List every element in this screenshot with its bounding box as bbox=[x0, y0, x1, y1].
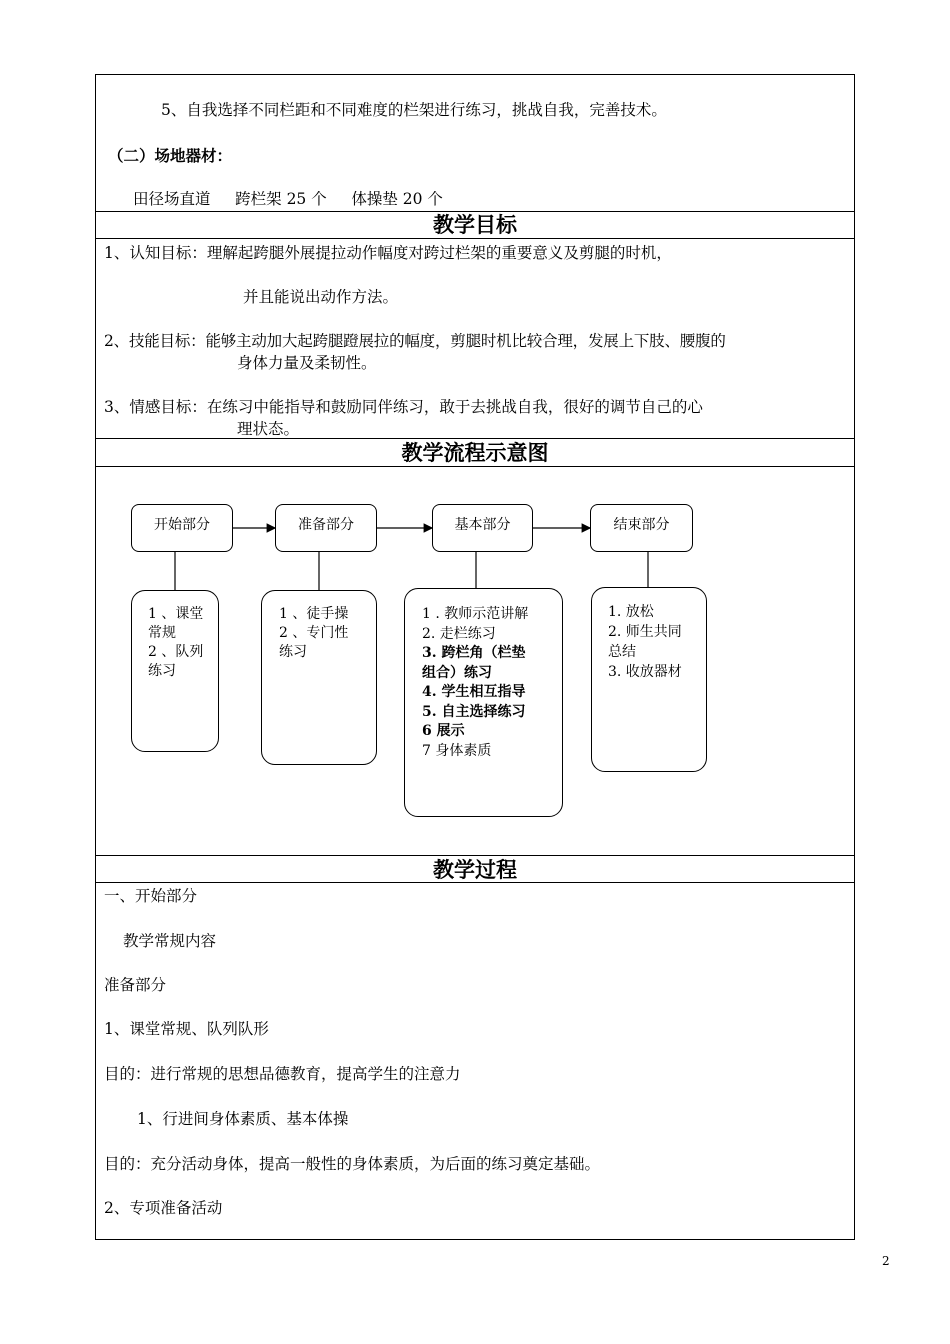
process-line: 1、行进间身体素质、基本体操 bbox=[137, 1110, 349, 1128]
flow-details-end bbox=[591, 587, 707, 772]
goal-skill-cont: 身体力量及柔韧性。 bbox=[237, 354, 377, 372]
process-line: 目的：充分活动身体，提高一般性的身体素质，为后面的练习奠定基础。 bbox=[104, 1155, 601, 1173]
flow-detail-item: 3. 收放器材 bbox=[608, 664, 682, 680]
flow-stage-end: 结束部分 bbox=[590, 504, 693, 552]
flow-detail-item: 1 、课堂 bbox=[148, 606, 204, 622]
flow-detail-item: 2 、队列 bbox=[148, 644, 204, 660]
flow-stage-main: 基本部分 bbox=[432, 504, 533, 552]
process-line: 教学常规内容 bbox=[123, 932, 217, 950]
flow-detail-item: 1 、徒手操 bbox=[279, 606, 349, 622]
flow-stage-start: 开始部分 bbox=[131, 504, 233, 552]
section-heading-process: 教学过程 bbox=[433, 858, 517, 882]
page-number: 2 bbox=[882, 1254, 890, 1268]
flow-detail-item: 3. 跨栏角（栏垫 bbox=[422, 645, 526, 661]
flow-detail-item: 1. 放松 bbox=[608, 604, 654, 620]
flow-detail-item: 2 、专门性 bbox=[279, 625, 349, 641]
process-line: 1、课堂常规、队列队形 bbox=[104, 1020, 269, 1038]
flow-stage-prep: 准备部分 bbox=[275, 504, 377, 552]
process-line: 准备部分 bbox=[104, 976, 167, 994]
flow-detail-item: 总结 bbox=[608, 644, 636, 660]
venue-equipment-items: 田径场直道 跨栏架 25 个 体操垫 20 个 bbox=[133, 190, 443, 208]
goal-cognitive: 1、认知目标：理解起跨腿外展提拉动作幅度对跨过栏架的重要意义及剪腿的时机， bbox=[104, 244, 672, 262]
section-heading-goals: 教学目标 bbox=[433, 213, 517, 237]
section-heading-flow: 教学流程示意图 bbox=[401, 441, 549, 465]
goal-cognitive-cont: 并且能说出动作方法。 bbox=[243, 288, 399, 306]
flow-detail-item: 1 . 教师示范讲解 bbox=[422, 606, 529, 622]
flow-detail-item: 7 身体素质 bbox=[422, 742, 492, 759]
process-line: 2、专项准备活动 bbox=[104, 1199, 223, 1217]
flow-details-start bbox=[131, 590, 219, 752]
flow-detail-item: 练习 bbox=[148, 663, 176, 679]
flow-detail-item: 2. 师生共同 bbox=[608, 624, 682, 640]
flow-detail-item: 组合）练习 bbox=[422, 664, 492, 681]
flow-detail-item: 练习 bbox=[279, 644, 307, 660]
process-line: 一、开始部分 bbox=[104, 887, 198, 905]
goal-skill: 2、技能目标：能够主动加大起跨腿蹬展拉的幅度，剪腿时机比较合理，发展上下肢、腰腹的 bbox=[104, 332, 726, 350]
goal-affective-cont: 理状态。 bbox=[237, 420, 300, 438]
flow-detail-item: 常规 bbox=[148, 625, 176, 641]
flow-details-main bbox=[404, 588, 563, 817]
flow-detail-item: 5. 自主选择练习 bbox=[422, 703, 526, 720]
flow-detail-item: 2. 走栏练习 bbox=[422, 625, 496, 642]
flow-detail-item: 6 展示 bbox=[422, 723, 465, 739]
practice-item-5: 5、自我选择不同栏距和不同难度的栏架进行练习，挑战自我，完善技术。 bbox=[161, 101, 667, 119]
process-line: 目的：进行常规的思想品德教育，提高学生的注意力 bbox=[104, 1065, 461, 1083]
goal-affective: 3、情感目标：在练习中能指导和鼓励同伴练习，敢于去挑战自我，很好的调节自己的心 bbox=[104, 398, 703, 416]
flow-details-prep bbox=[261, 590, 377, 765]
flow-detail-item: 4. 学生相互指导 bbox=[422, 684, 526, 700]
venue-equipment-title: （二）场地器材： bbox=[108, 146, 233, 165]
